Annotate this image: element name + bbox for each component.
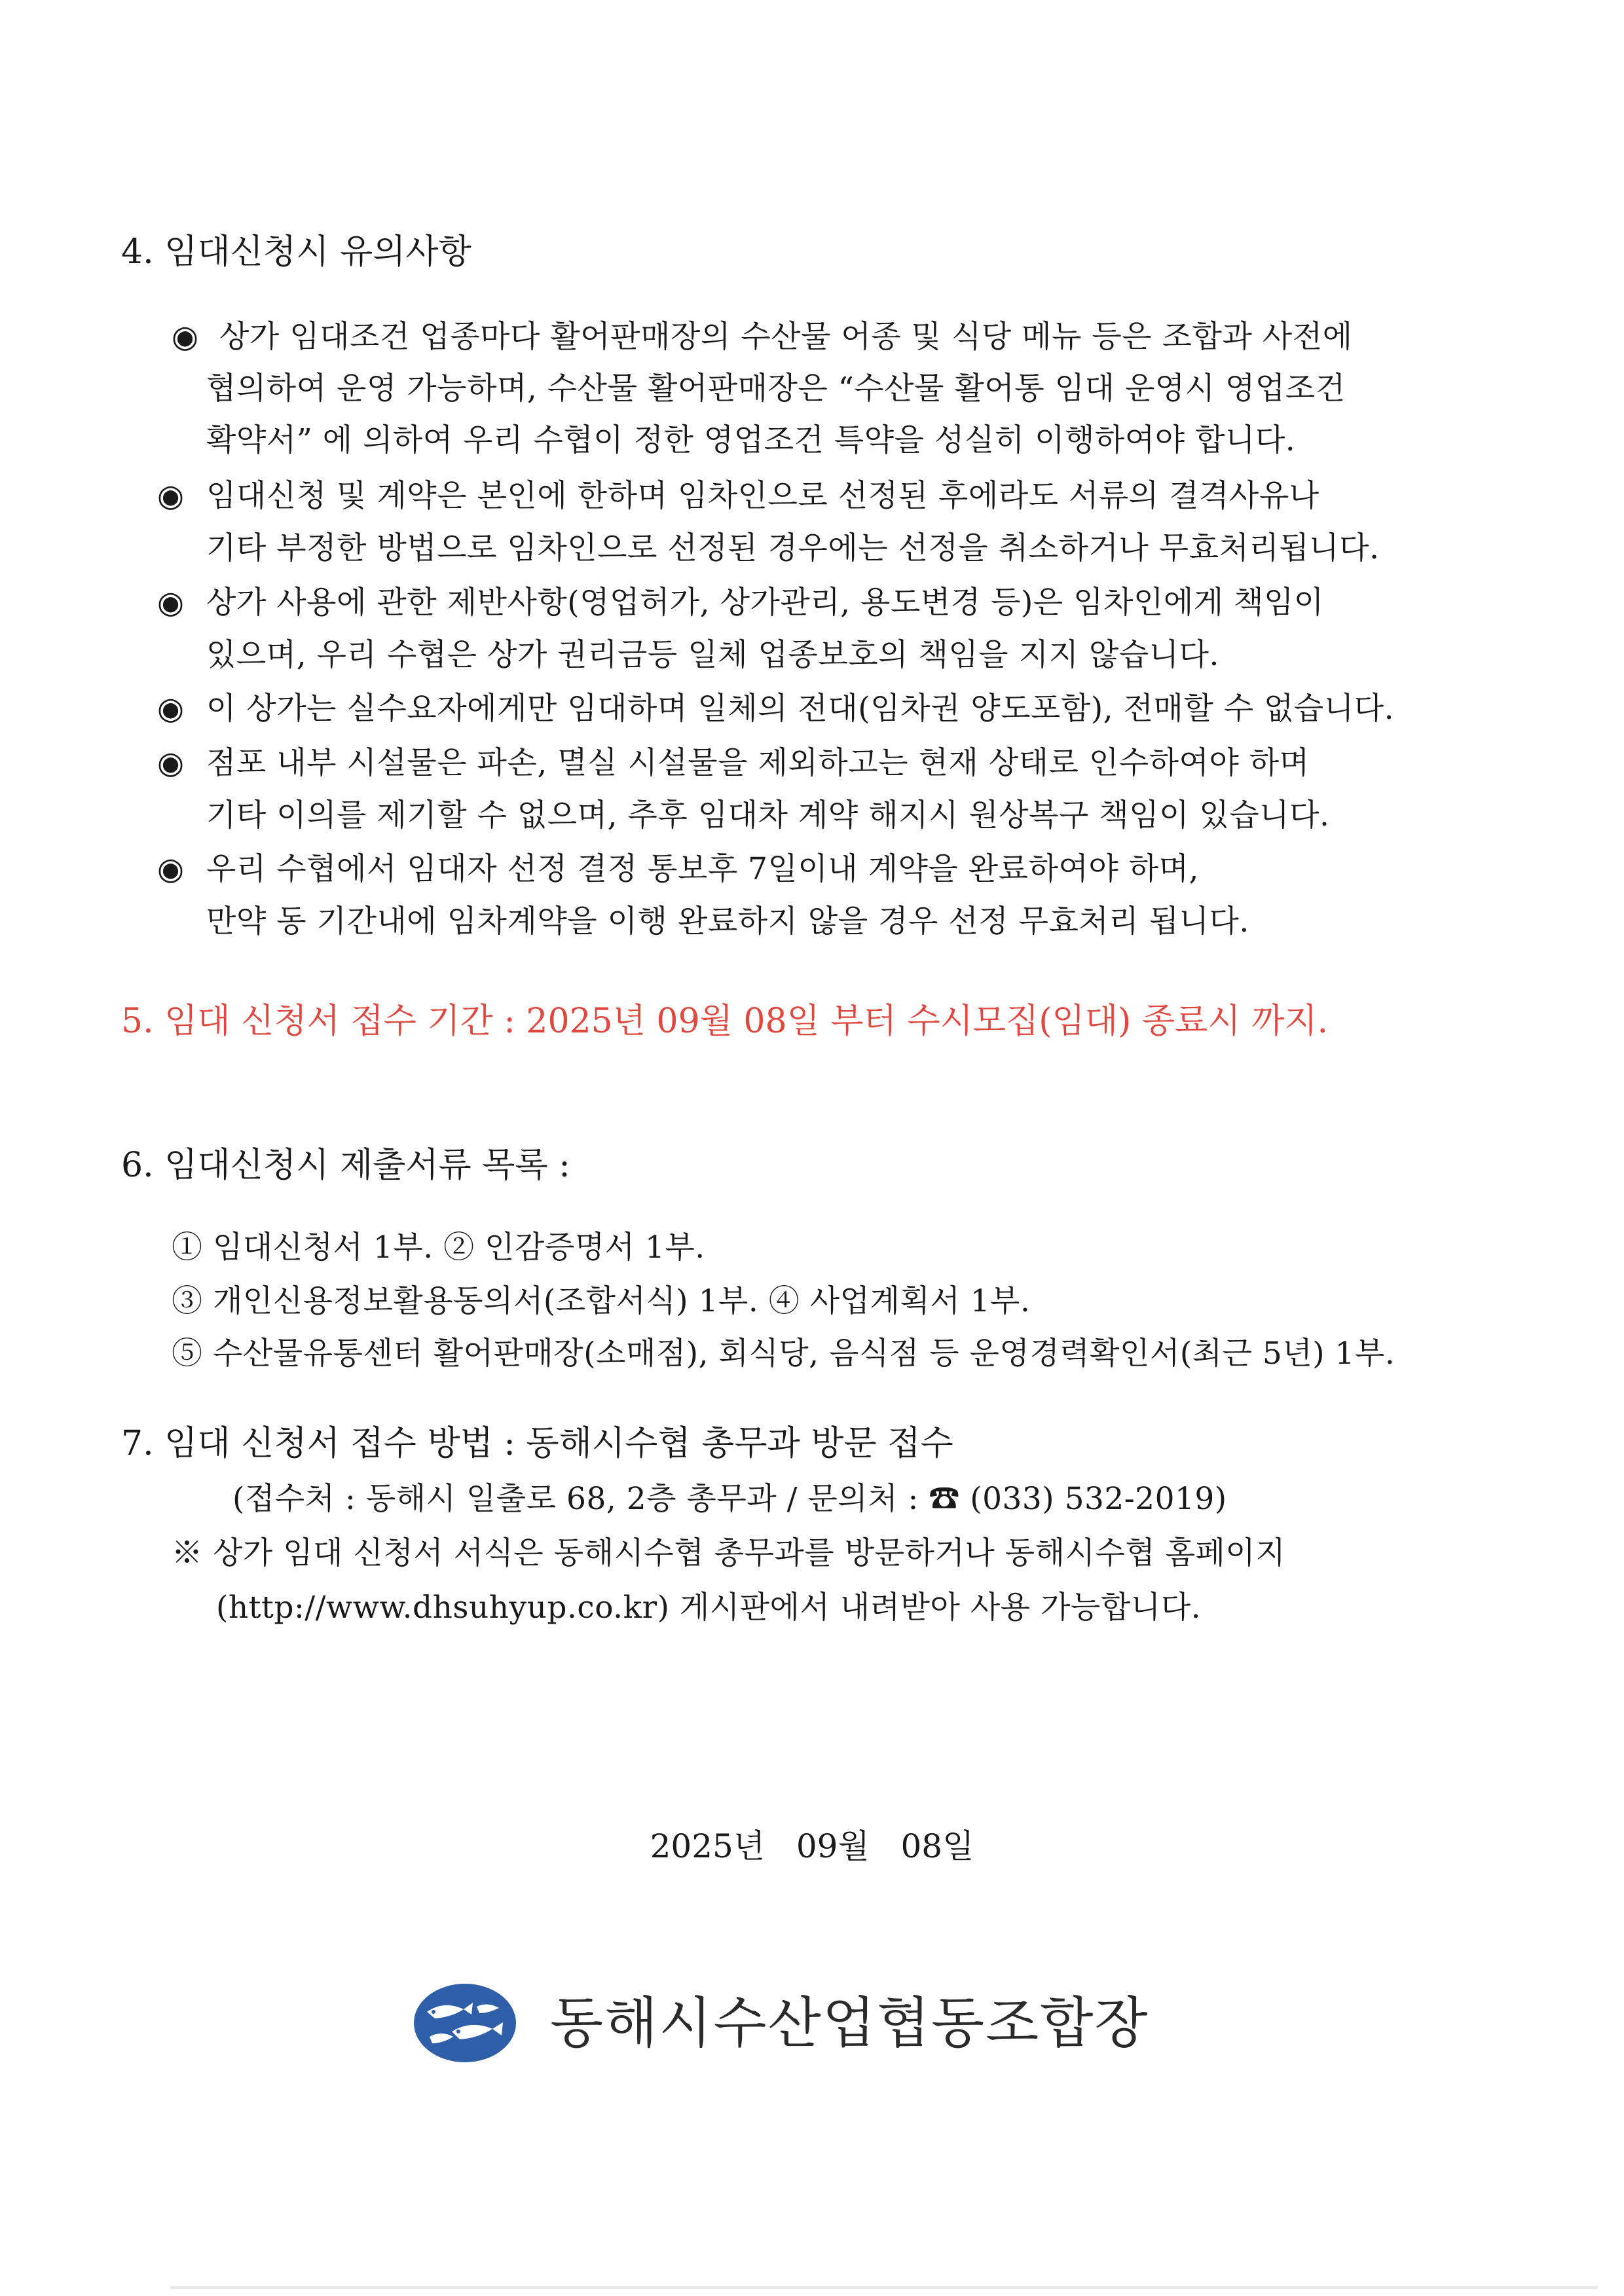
section-4-item-3-line-2: 있으며, 우리 수협은 상가 권리금등 일체 업종보호의 책임을 지지 않습니다.	[206, 637, 1219, 673]
page-bottom-edge	[170, 2286, 1598, 2289]
section-4-heading: 4. 임대신청시 유의사항	[121, 232, 471, 272]
section-6-heading: 6. 임대신청시 제출서류 목록 :	[121, 1146, 570, 1185]
section-5-heading: 5. 임대 신청서 접수 기간 : 2025년 09월 08일 부터 수시모집(임대) 종료시 까지.	[121, 1002, 1329, 1041]
bullet-icon: ◉	[157, 745, 185, 781]
section-7-contact-line: (접수처 : 동해시 일출로 68, 2층 총무과 / 문의처 : ☎ (033) 532-2019)	[232, 1481, 1227, 1517]
section-4-item-5-line-1: 점포 내부 시설물은 파손, 멸실 시설물을 제외하고는 현재 상태로 인수하여야 하며	[206, 745, 1310, 781]
organization-name: 동해시수산업협동조합장	[550, 1991, 1149, 2055]
section-6-line-3: ⑤ 수산물유통센터 활어판매장(소매점), 회식당, 음식점 등 운영경력확인서(최근 5년) 1부.	[172, 1336, 1395, 1372]
section-4-item-3-line-1: 상가 사용에 관한 제반사항(영업허가, 상가관리, 용도변경 등)은 임차인에게 책임이	[206, 585, 1324, 621]
section-4-item-6-line-1: 우리 수협에서 임대자 선정 결정 통보후 7일이내 계약을 완료하여야 하며,	[206, 851, 1199, 887]
section-4-item-2-line-1: 임대신청 및 계약은 본인에 한하며 임차인으로 선정된 후에라도 서류의 결격사유나	[206, 478, 1320, 514]
signature-block	[413, 1977, 1149, 2069]
section-4-item-1-line-1: 상가 임대조건 업종마다 활어판매장의 수산물 어종 및 식당 메뉴 등은 조합과 사전에	[219, 319, 1353, 355]
section-7-note-line-1: ※ 상가 임대 신청서 서식은 동해시수협 총무과를 방문하거나 동해시수협 홈페이지	[172, 1535, 1286, 1571]
bullet-icon: ◉	[172, 319, 199, 355]
section-7-heading: 7. 임대 신청서 접수 방법 : 동해시수협 총무과 방문 접수	[121, 1424, 953, 1463]
section-4-item-6-line-2: 만약 동 기간내에 임차계약을 이행 완료하지 않을 경우 선정 무효처리 됩니다.	[206, 903, 1249, 939]
section-4-item-1-line-2: 협의하여 운영 가능하며, 수산물 활어판매장은 “수산물 활어통 임대 운영시 영업조건	[206, 371, 1346, 407]
section-4-item-5-line-2: 기타 이의를 제기할 수 없으며, 추후 임대차 계약 해지시 원상복구 책임이 있습니다.	[206, 797, 1330, 833]
bullet-icon: ◉	[157, 691, 185, 727]
bullet-icon: ◉	[157, 585, 185, 621]
section-4-item-4-line-1: 이 상가는 실수요자에게만 임대하며 일체의 전대(임차권 양도포함), 전매할 수 없습니다.	[206, 691, 1395, 727]
section-4-item-2-line-2: 기타 부정한 방법으로 임차인으로 선정된 경우에는 선정을 취소하거나 무효처리됩니다.	[206, 530, 1380, 566]
section-6-line-2: ③ 개인신용정보활용동의서(조합서식) 1부. ④ 사업계획서 1부.	[172, 1283, 1031, 1319]
section-6-line-1: ① 임대신청서 1부. ② 인감증명서 1부.	[172, 1230, 705, 1266]
document-date: 2025년 09월 08일	[650, 1827, 974, 1865]
fish-emblem-icon	[413, 1980, 517, 2066]
bullet-icon: ◉	[157, 478, 185, 514]
bullet-icon: ◉	[157, 851, 185, 887]
section-4-item-1-line-3: 확약서” 에 의하여 우리 수협이 정한 영업조건 특약을 성실히 이행하여야 합니다.	[206, 422, 1296, 458]
section-7-note-line-2: (http://www.dhsuhyup.co.kr) 게시판에서 내려받아 사용 가능합니다.	[216, 1590, 1202, 1626]
